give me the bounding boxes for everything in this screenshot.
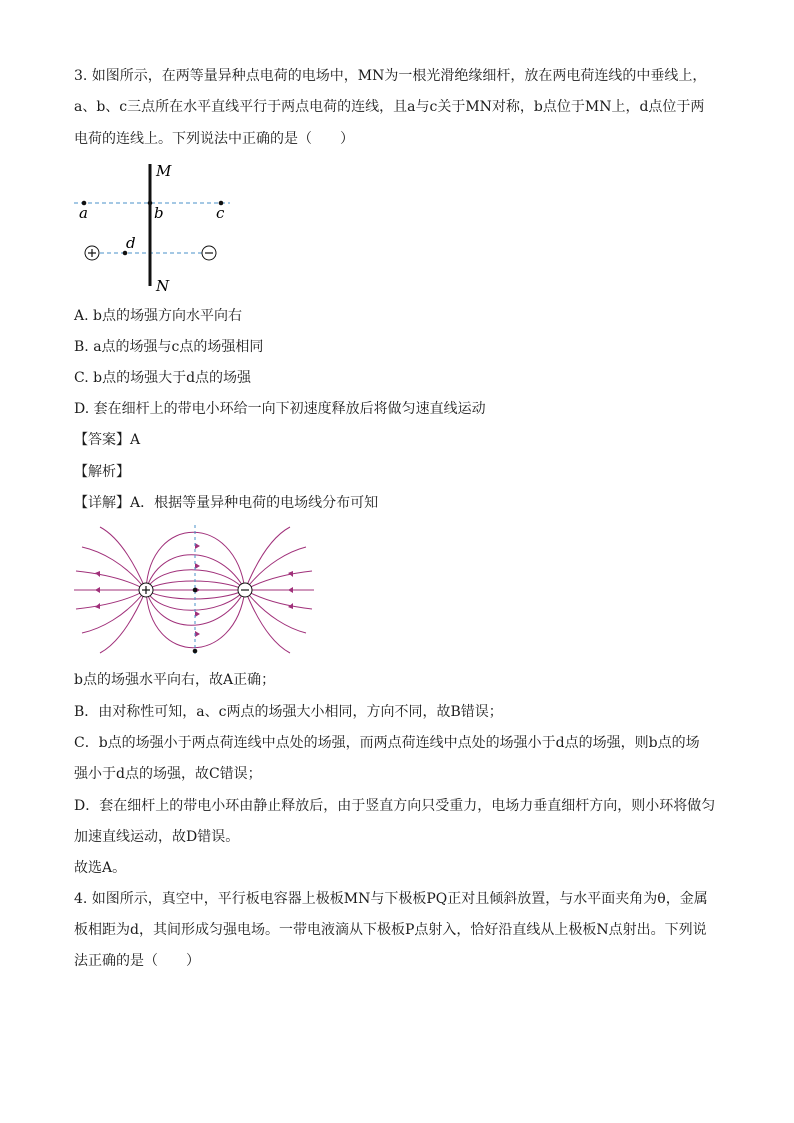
q4-stem-line3: 法正确的是（ ） <box>74 953 200 969</box>
option-a: A. b点的场强方向水平向右 <box>74 308 242 324</box>
answer: 【答案】A <box>74 432 141 448</box>
positive-charge-icon <box>139 583 153 597</box>
q3-stem-line1: 3. 如图所示，在两等量异种点电荷的电场中，MN为一根光滑绝缘细杆，放在两电荷连线的中垂线上， <box>74 68 707 84</box>
q3-stem-line2: a、b、c三点所在水平直线平行于两点电荷的连线，且a与c关于MN对称，b点位于MN上，d点位于两 <box>74 99 705 115</box>
q3-figure <box>70 160 250 296</box>
detail-line-6: 加速直线运动，故D错误。 <box>74 829 240 845</box>
detail-line-7: 故选A。 <box>74 860 127 876</box>
label-b: b <box>154 204 164 222</box>
option-b: B. a点的场强与c点的场强相同 <box>74 339 264 355</box>
negative-charge-icon <box>202 246 216 260</box>
label-n: N <box>156 277 170 295</box>
positive-charge-icon <box>85 246 99 260</box>
point-bottom <box>193 649 198 654</box>
label-c: c <box>216 204 225 222</box>
field-lines-figure <box>70 523 316 657</box>
option-d: D. 套在细杆上的带电小环给一向下初速度释放后将做匀速直线运动 <box>74 401 486 417</box>
detail-line-3: C．b点的场强小于两点荷连线中点处的场强，而两点荷连线中点处的场强小于d点的场强，则b点的场 <box>74 735 700 751</box>
label-d: d <box>126 234 136 252</box>
detail-line-4: 强小于d点的场强，故C错误； <box>74 766 262 782</box>
detail-line-1: b点的场强水平向右，故A正确； <box>74 672 276 688</box>
detail-intro: 【详解】A．根据等量异种电荷的电场线分布可知 <box>74 495 379 511</box>
q4-stem-line1: 4. 如图所示，真空中，平行板电容器上极板MN与下极板PQ正对且倾斜放置，与水平面夹角为θ，金属 <box>74 891 708 907</box>
q4-stem-line2: 板相距为d，其间形成匀强电场。一带电液滴从下极板P点射入，恰好沿直线从上极板N点射出。下列说 <box>74 922 707 938</box>
q3-stem-line3: 电荷的连线上。下列说法中正确的是（ ） <box>74 131 354 147</box>
detail-line-5: D．套在细杆上的带电小环由静止释放后，由于竖直方向只受重力，电场力垂直细杆方向，则小环将做匀 <box>74 798 716 814</box>
point-mid <box>193 588 198 593</box>
point-b <box>148 201 153 206</box>
negative-charge-icon <box>238 583 252 597</box>
option-c: C. b点的场强大于d点的场强 <box>74 370 252 386</box>
label-m: M <box>156 162 172 180</box>
detail-line-2: B．由对称性可知，a、c两点的场强大小相同，方向不同，故B错误； <box>74 704 503 720</box>
analysis-tag: 【解析】 <box>74 464 130 480</box>
label-a: a <box>79 204 88 222</box>
